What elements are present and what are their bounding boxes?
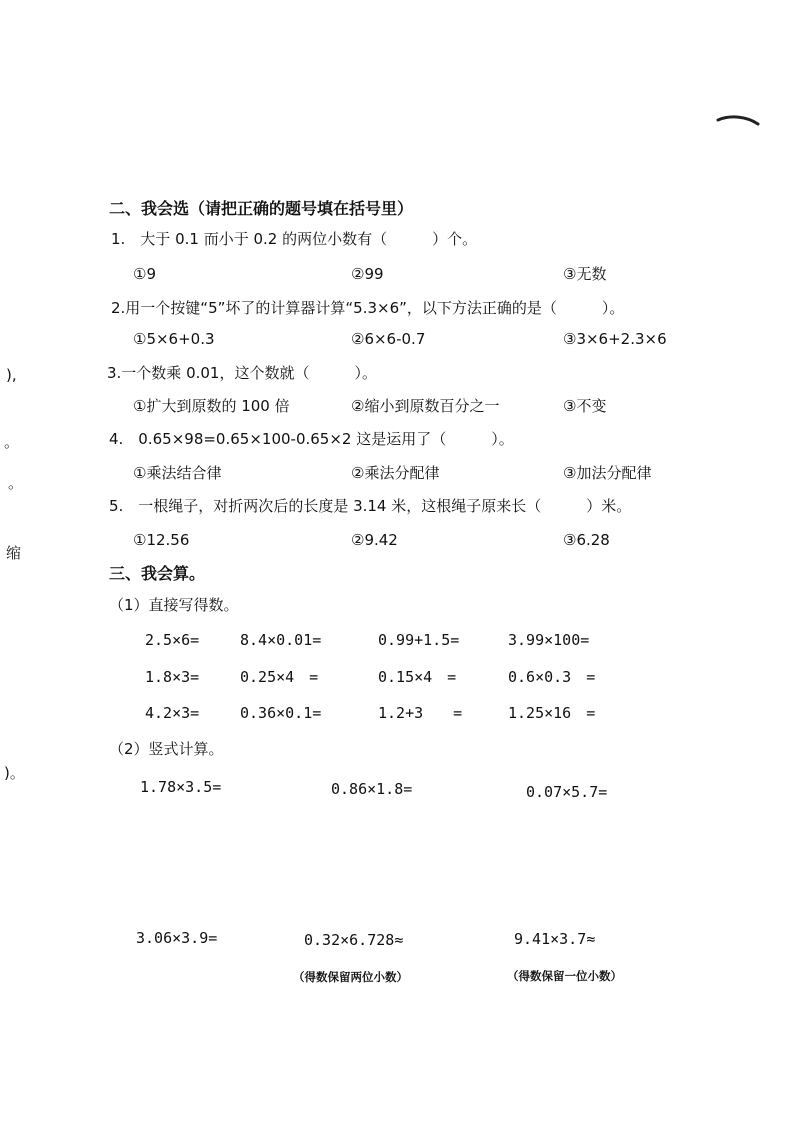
calc-r2-c1: 1.8×3= — [145, 668, 200, 686]
calc-r2-c3: 0.15×4 = — [378, 668, 457, 686]
vertical-calc-5: 0.32×6.728≈ — [304, 931, 404, 949]
q5-option-3: ③6.28 — [563, 531, 610, 549]
margin-fragment-4: 缩 — [6, 544, 22, 562]
q2-option-2: ②6×6-0.7 — [351, 330, 426, 348]
q5-option-1: ①12.56 — [133, 531, 190, 549]
q3-option-3: ③不变 — [563, 397, 607, 415]
margin-fragment-3: 。 — [8, 474, 24, 492]
margin-fragment-1: ), — [6, 366, 17, 384]
margin-fragment-5: )。 — [4, 764, 25, 782]
q1-option-1: ①9 — [133, 265, 156, 283]
vertical-calc-4: 3.06×3.9= — [136, 929, 218, 947]
q1-option-2: ②99 — [351, 265, 384, 283]
q3-option-1: ①扩大到原数的 100 倍 — [133, 397, 290, 415]
q4-option-3: ③加法分配律 — [563, 464, 652, 482]
part1-title: （1）直接写得数。 — [109, 596, 239, 614]
calc-r1-c3: 0.99+1.5= — [378, 631, 460, 649]
section2-title: 二、我会选（请把正确的题号填在括号里） — [109, 199, 414, 218]
q2-option-1: ①5×6+0.3 — [133, 330, 215, 348]
section3-title: 三、我会算。 — [109, 564, 206, 583]
calc-r1-c2: 8.4×0.01= — [240, 631, 322, 649]
rounding-note-2: （得数保留一位小数） — [507, 969, 622, 983]
q4-option-1: ①乘法结合律 — [133, 464, 222, 482]
calc-r2-c4: 0.6×0.3 = — [508, 668, 596, 686]
calc-r2-c2: 0.25×4 = — [240, 668, 319, 686]
part2-title: （2）竖式计算。 — [109, 740, 224, 758]
vertical-calc-2: 0.86×1.8= — [331, 780, 413, 798]
q5-option-2: ②9.42 — [351, 531, 398, 549]
q3-option-2: ②缩小到原数百分之一 — [351, 397, 500, 415]
calc-r3-c4: 1.25×16 = — [508, 704, 596, 722]
q1-stem: 1. 大于 0.1 而小于 0.2 的两位小数有（ ）个。 — [111, 230, 478, 248]
q3-stem: 3.一个数乘 0.01，这个数就（ ）。 — [107, 364, 377, 382]
q2-stem: 2.用一个按键“5”坏了的计算器计算“5.3×6”，以下方法正确的是（ ）。 — [111, 299, 625, 317]
q4-option-2: ②乘法分配律 — [351, 464, 440, 482]
vertical-calc-1: 1.78×3.5= — [140, 778, 222, 796]
scan-mark — [716, 112, 760, 128]
vertical-calc-3: 0.07×5.7= — [526, 783, 608, 801]
calc-r3-c1: 4.2×3= — [145, 704, 200, 722]
calc-r1-c1: 2.5×6= — [145, 631, 200, 649]
calc-r3-c2: 0.36×0.1= — [240, 704, 322, 722]
calc-r1-c4: 3.99×100= — [508, 631, 590, 649]
q1-option-3: ③无数 — [563, 265, 607, 283]
margin-fragment-2: 。 — [4, 433, 20, 451]
q5-stem: 5. 一根绳子，对折两次后的长度是 3.14 米，这根绳子原来长（ ）米。 — [109, 497, 632, 515]
vertical-calc-6: 9.41×3.7≈ — [514, 930, 596, 948]
q2-option-3: ③3×6+2.3×6 — [563, 330, 667, 348]
rounding-note-1: （得数保留两位小数） — [293, 970, 408, 984]
calc-r3-c3: 1.2+3 = — [378, 704, 463, 722]
q4-stem: 4. 0.65×98=0.65×100-0.65×2 这是运用了（ ）。 — [109, 430, 514, 448]
